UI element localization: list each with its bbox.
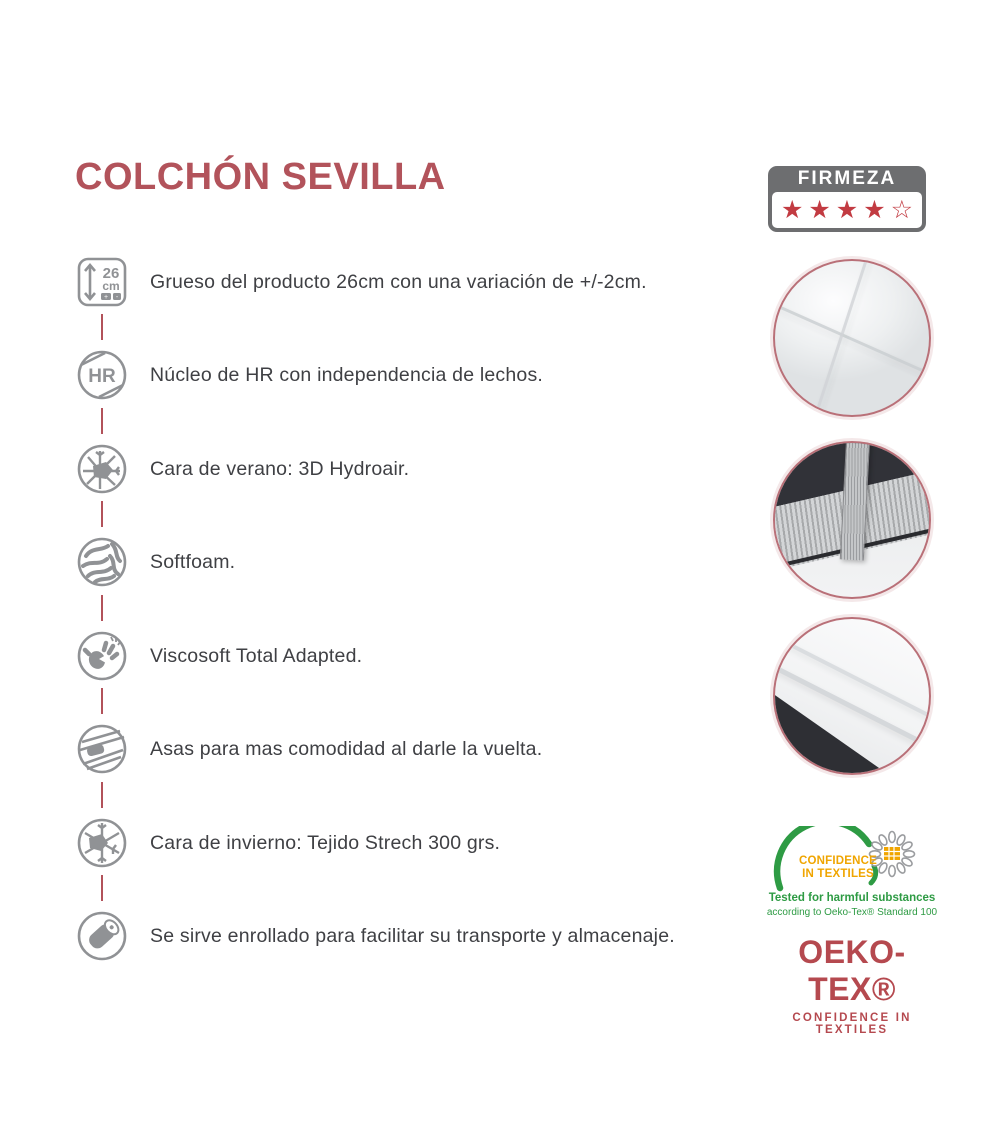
summer-side-icon	[75, 442, 129, 496]
star-filled-icon: ★	[780, 195, 804, 224]
svg-text:cm: cm	[102, 279, 120, 293]
oeko-tested-line: Tested for harmful substances	[768, 892, 936, 904]
quilt-seam	[791, 259, 884, 417]
mattress-handle-dark	[773, 694, 880, 775]
oeko-tex-brand: OEKO-TEX®	[798, 934, 906, 1007]
oeko-tex-subtitle: CONFIDENCE IN TEXTILES	[792, 1012, 912, 1036]
photo-mattress-edge	[773, 617, 931, 775]
feature-text: Se sirve enrollado para facilitar su transporte y almacenaje.	[150, 924, 675, 947]
oeko-arc-text: IN TEXTILES	[802, 868, 874, 880]
dashed-connector	[101, 782, 103, 808]
feature-row	[75, 441, 735, 497]
feature-text: Cara de invierno: Tejido Strech 300 grs.	[150, 831, 501, 854]
svg-text:HR: HR	[88, 366, 116, 387]
winter-side-icon	[75, 816, 129, 870]
feature-row	[75, 628, 735, 684]
feature-text: Grueso del producto 26cm con una variación de +/-2cm.	[150, 270, 647, 293]
dashed-connector	[101, 595, 103, 621]
feature-row	[75, 534, 735, 590]
star-filled-icon: ★	[808, 195, 831, 224]
dashed-connector	[101, 408, 103, 434]
thickness-26cm-icon	[75, 255, 129, 309]
firmeza-badge	[768, 166, 926, 232]
star-empty-icon: ☆	[890, 195, 914, 224]
star-filled-icon: ★	[863, 195, 886, 224]
viscosoft-hand-icon	[75, 629, 129, 683]
oeko-arc-text: CONFIDENCE	[798, 855, 878, 867]
page-title: COLCHÓN SEVILLA	[75, 156, 446, 198]
firmeza-label: FIRMEZA	[797, 168, 897, 189]
photo-mattress-side-strap	[773, 441, 931, 599]
dashed-connector	[101, 501, 103, 527]
oeko-tex-certification	[757, 826, 947, 1036]
feature-row	[75, 721, 735, 777]
feature-text: Asas para mas comodidad al darle la vuelta.	[150, 737, 543, 760]
svg-text:+: +	[103, 294, 109, 301]
dashed-connector	[101, 314, 103, 340]
softfoam-icon	[75, 535, 129, 589]
oeko-tex-emblem	[772, 826, 932, 898]
photo-quilted-mattress-top	[773, 259, 931, 417]
feature-text: Viscosoft Total Adapted.	[150, 644, 363, 667]
star-filled-icon: ★	[835, 195, 859, 224]
svg-text:26: 26	[102, 265, 120, 282]
hr-core-icon	[75, 348, 129, 402]
feature-text: Softfoam.	[150, 550, 236, 573]
feature-row	[75, 908, 735, 964]
feature-text: Cara de verano: 3D Hydroair.	[150, 457, 410, 480]
firmeza-star-rating	[772, 192, 922, 228]
handles-icon	[75, 722, 129, 776]
feature-row	[75, 254, 735, 310]
oeko-standard-line: according to Oeko-Tex® Standard 100	[766, 907, 938, 918]
feature-text: Núcleo de HR con independencia de lechos.	[150, 363, 544, 386]
feature-row	[75, 347, 735, 403]
feature-row	[75, 815, 735, 871]
dashed-connector	[101, 875, 103, 901]
rolled-icon	[75, 909, 129, 963]
svg-text:-: -	[115, 294, 119, 301]
dashed-connector	[101, 688, 103, 714]
